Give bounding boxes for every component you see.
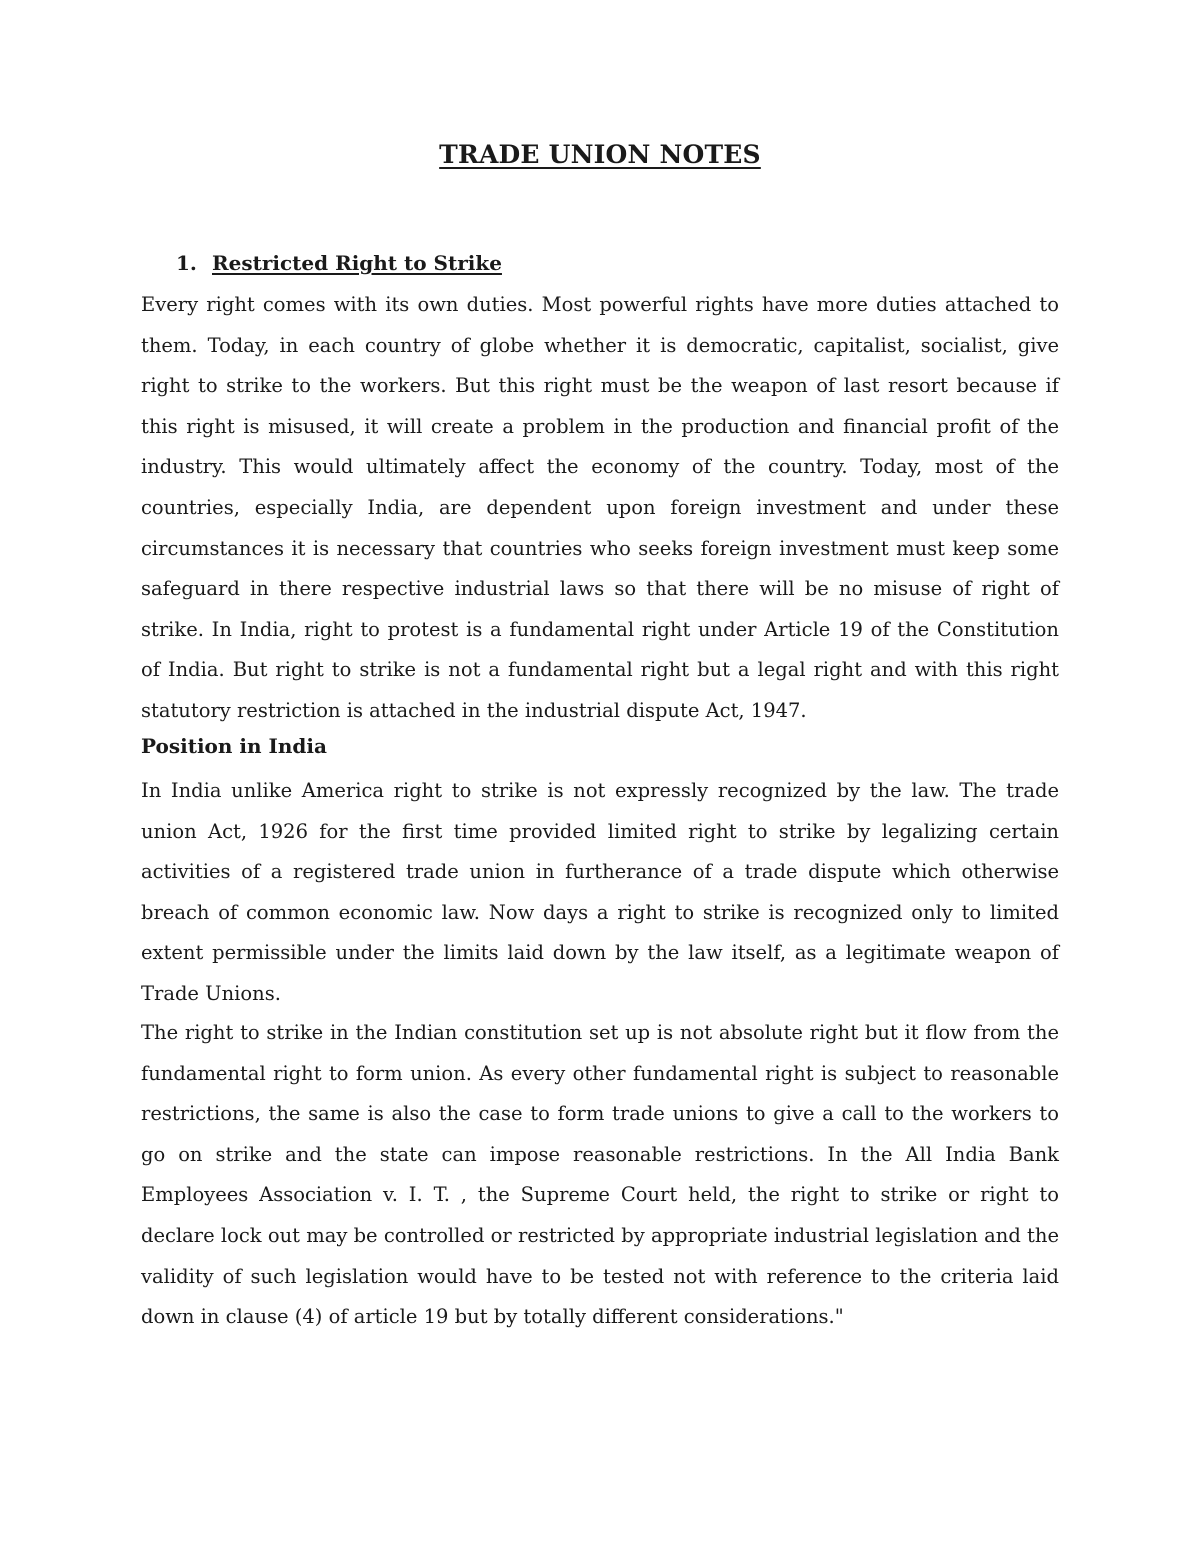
- section-heading-label: Restricted Right to Strike: [212, 251, 502, 275]
- subheading-position-in-india: Position in India: [141, 734, 327, 758]
- document-title: TRADE UNION NOTES: [439, 140, 761, 169]
- paragraph-restricted-right: Every right comes with its own duties. Most powerful rights have more duties attached to them. Today, in each country of globe whether it is democratic, capitalist, socialist, give right to strike to the workers. But this right must be the weapon of last resort because if this right is misused, it will create a problem in the production and financial profit of the industry. This would ultimately affect the economy of the country. Today, most of the countries, especially India, are dependent upon foreign investment and under these circumstances it is necessary that countries who seeks foreign investment must keep some safeguard in there respective industrial laws so that there will be no misuse of right of strike. In India, right to protest is a fundamental right under Article 19 of the Constitution of India. But right to strike is not a fundamental right but a legal right and with this right statutory restriction is attached in the industrial dispute Act, 1947.: [141, 293, 1059, 722]
- paragraph-position-in-india-1: In India unlike America right to strike is not expressly recognized by the law. The trade union Act, 1926 for the first time provided limited right to strike by legalizing certain activities of a registered trade union in furtherance of a trade dispute which otherwise breach of common economic law. Now days a right to strike is recognized only to limited extent permissible under the limits laid down by the law itself, as a legitimate weapon of Trade Unions.: [141, 779, 1059, 1005]
- section-heading-restricted-right: [176, 251, 502, 275]
- section-number: 1.: [176, 251, 197, 275]
- paragraph-position-in-india-2: The right to strike in the Indian constitution set up is not absolute right but it flow from the fundamental right to form union. As every other fundamental right is subject to reasonable restrictions, the same is also the case to form trade unions to give a call to the workers to go on strike and the state can impose reasonable restrictions. In the All India Bank Employees Association v. I. T. , the Supreme Court held, the right to strike or right to declare lock out may be controlled or restricted by appropriate industrial legislation and the validity of such legislation would have to be tested not with reference to the criteria laid down in clause (4) of article 19 but by totally different considerations.": [141, 1021, 1059, 1329]
